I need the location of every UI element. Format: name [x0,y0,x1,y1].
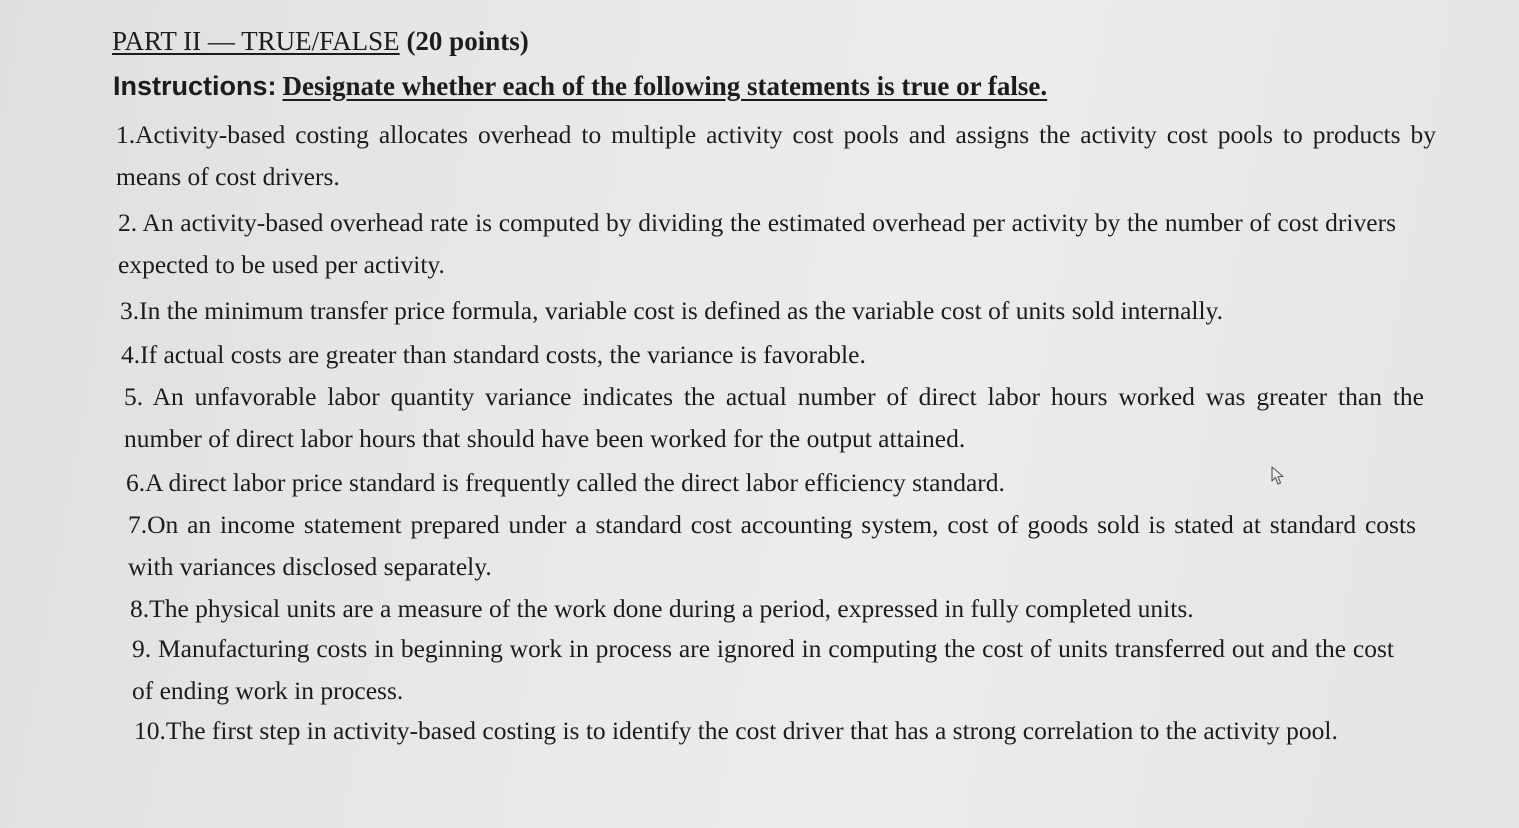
instructions-text: Designate whether each of the following statements is true or false. [282,71,1048,101]
question-8: 8.The physical units are a measure of the work done during a period, expressed in fully completed units. [130,594,1194,623]
part-title: PART II — TRUE/FALSE [112,26,400,56]
question-5: 5. An unfavorable labor quantity variance indicates the actual number of direct labor hours worked was greater than the number of direct labor hours that should have been worked for the output attained. [124,382,1424,453]
question-6: 6.A direct labor price standard is frequently called the direct labor efficiency standard. [126,468,1005,497]
question-7: 7.On an income statement prepared under a standard cost accounting system, cost of goods sold is stated at standard costs with variances disclosed separately. [128,510,1416,581]
points-label: (20 points) [406,26,529,56]
question-9: 9. Manufacturing costs in beginning work in process are ignored in computing the cost of units transferred out and the cost of ending work in process. [132,634,1394,705]
question-4: 4.If actual costs are greater than standard costs, the variance is favorable. [121,340,866,369]
mouse-cursor-icon [1270,466,1286,486]
question-10: 10.The first step in activity-based costing is to identify the cost driver that has a strong correlation to the activity pool. [134,716,1338,745]
instructions-label: Instructions: [113,71,277,101]
question-2: 2. An activity-based overhead rate is computed by dividing the estimated overhead per activity by the number of cost drivers expected to be used per activity. [118,208,1396,279]
question-3: 3.In the minimum transfer price formula, variable cost is defined as the variable cost of units sold internally. [120,296,1224,325]
instructions [113,68,1047,109]
question-1: 1.Activity-based costing allocates overhead to multiple activity cost pools and assigns the activity cost pools to products by means of cost drivers. [116,120,1436,191]
section-heading [112,24,529,58]
